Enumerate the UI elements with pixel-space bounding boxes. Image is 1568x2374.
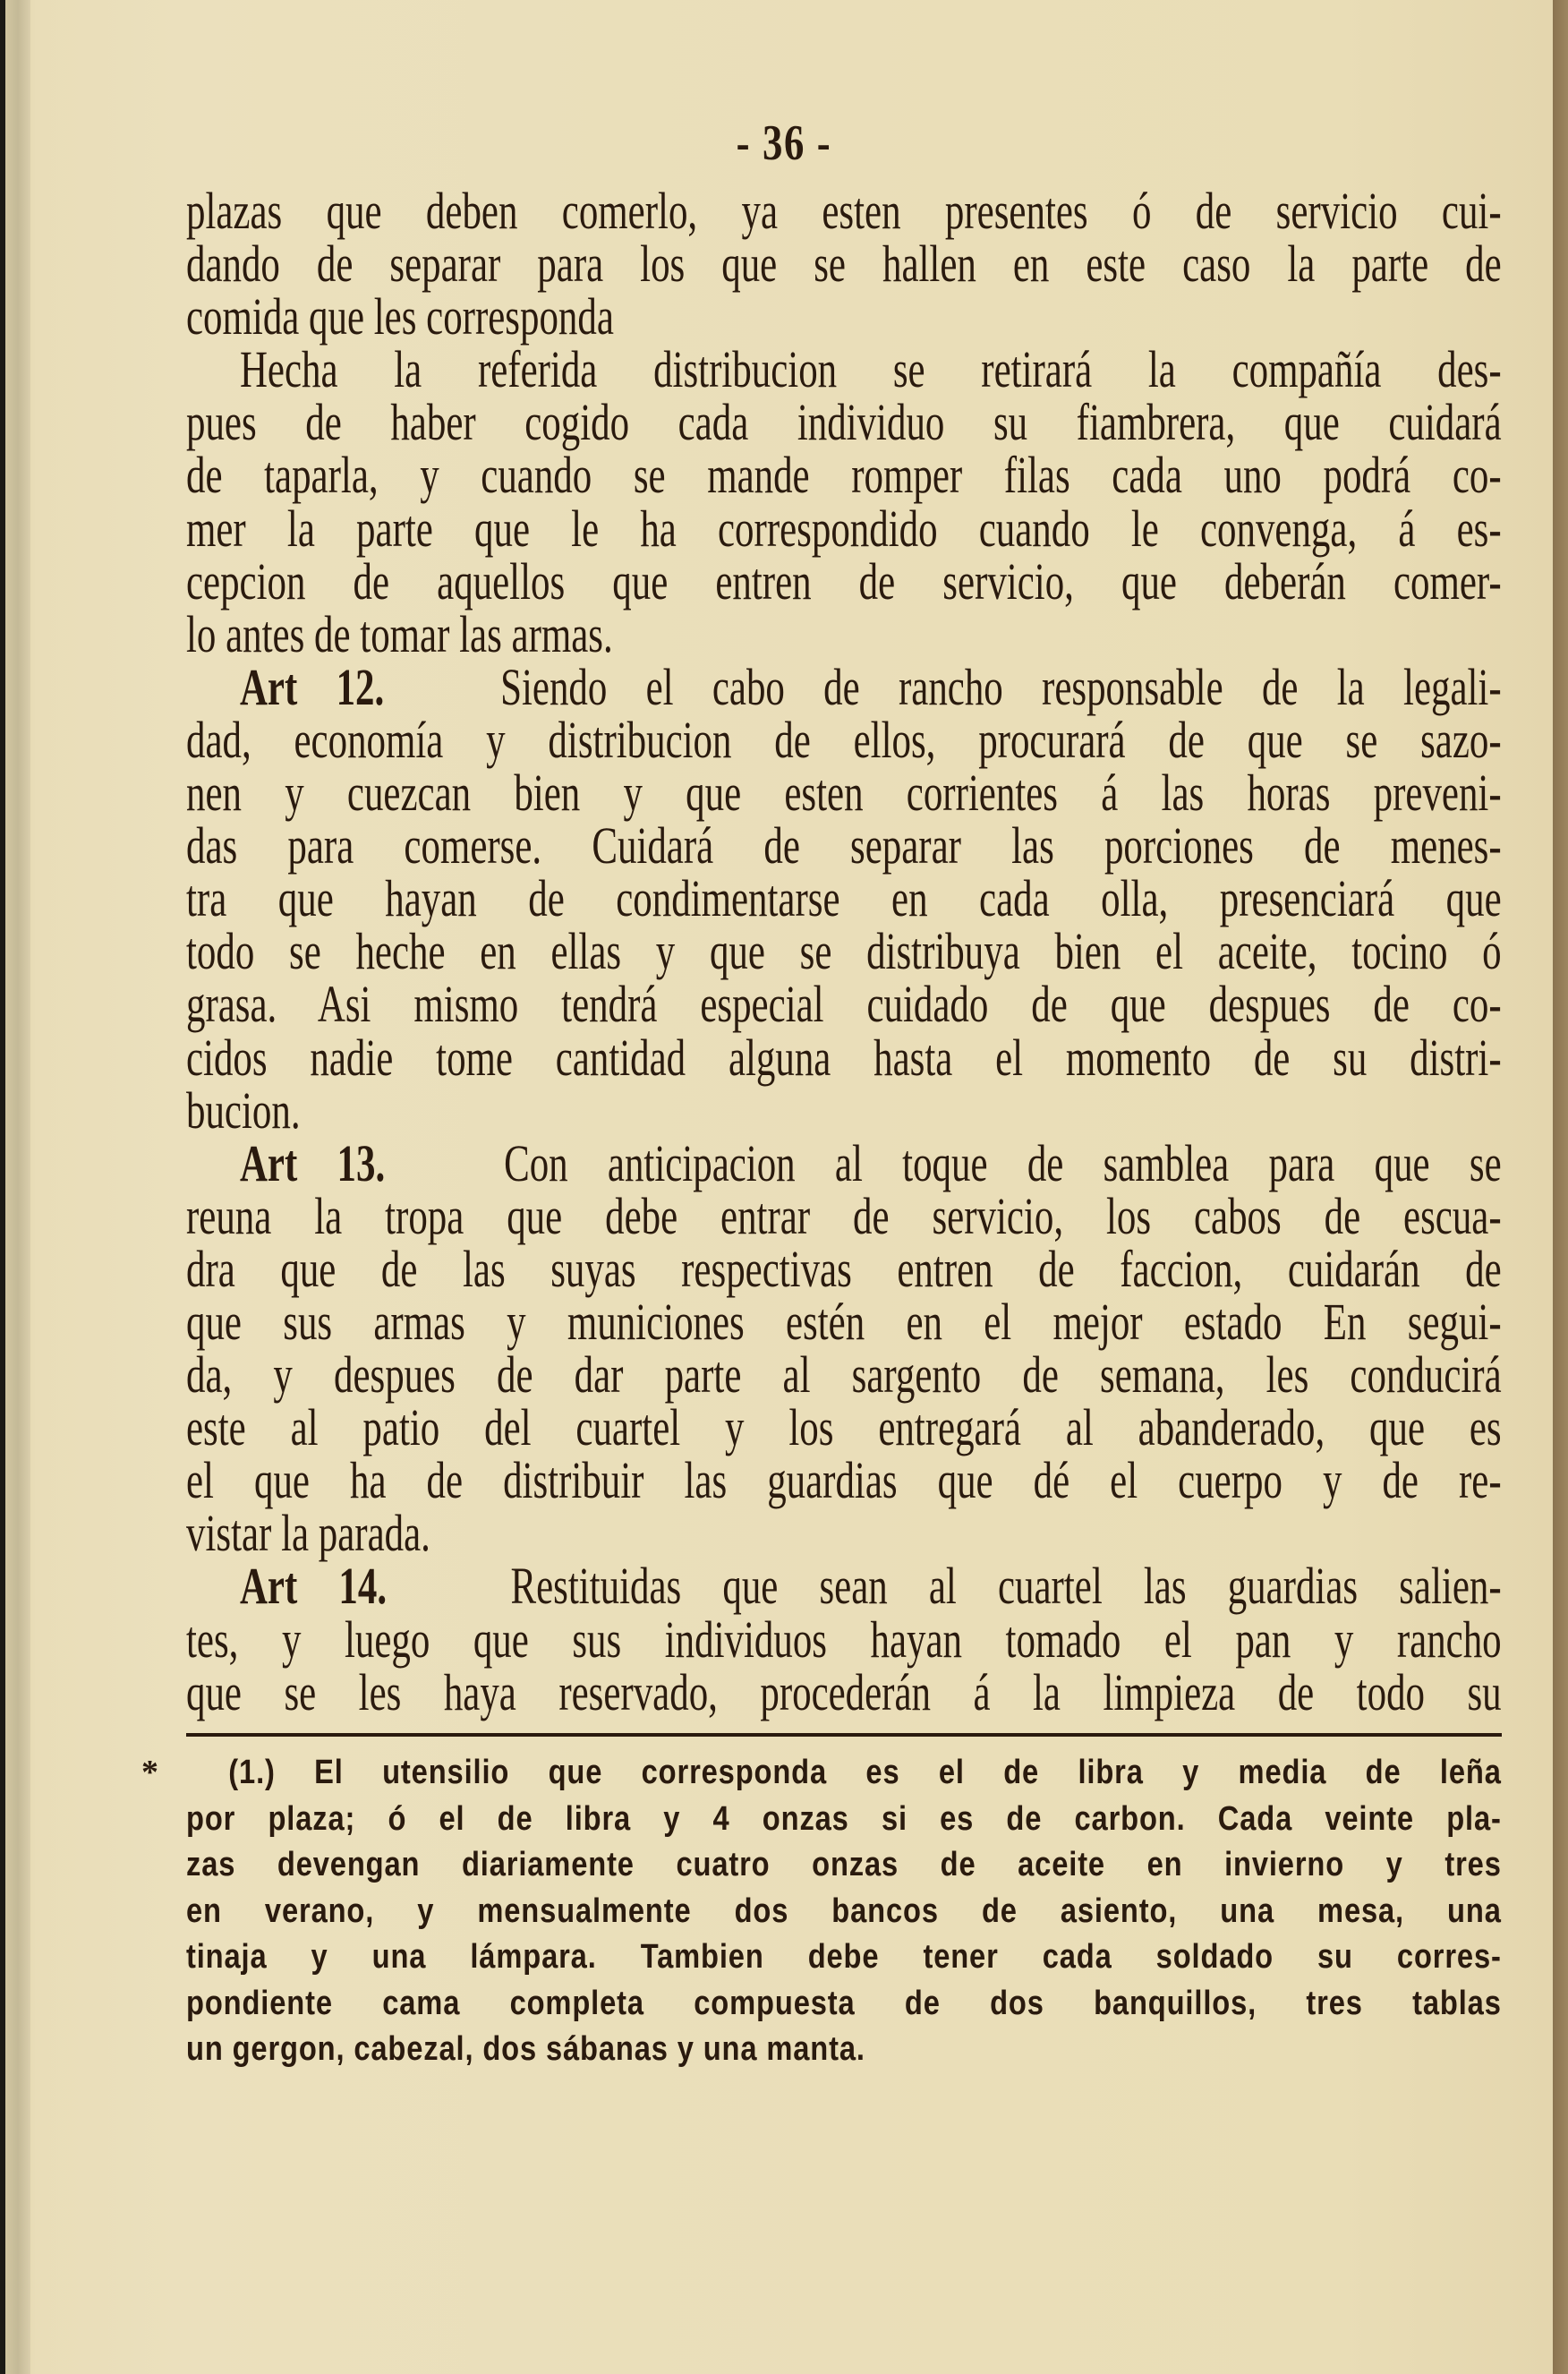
footnote-divider (186, 1733, 1502, 1737)
text-line: que se les haya reservado, procederán á la limpieza de todo su (186, 1662, 1502, 1721)
article-13-text: Con anticipacion al toque de samblea para que se (504, 1133, 1502, 1192)
body-text (186, 184, 1502, 1719)
text-line: bucion. (186, 1080, 301, 1140)
text-line: dad, economía y distribucion de ellos, procurará de que se sazo- (186, 710, 1502, 769)
article-13-line (186, 1133, 1502, 1192)
text-line: cepcion de aquellos que entren de servicio, que deberán comer- (186, 551, 1502, 611)
text-line: tra que hayan de condimentarse en cada olla, presenciará que (186, 869, 1502, 928)
text-line: este al patio del cuartel y los entregará al abanderado, que es (186, 1398, 1502, 1457)
footnote-line: en verano, y mensualmente dos bancos de asiento, una mesa, una (186, 1892, 1502, 1930)
text-line: lo antes de tomar las armas. (186, 604, 613, 663)
footnote-line: un gergon, cabezal, dos sábanas y una manta. (186, 2030, 865, 2068)
text-line: todo se heche en ellas y que se distribuya bien el aceite, tocino ó (186, 922, 1502, 981)
text-line: tes, y luego que sus individuos hayan tomado el pan y rancho (186, 1610, 1502, 1669)
footnote (186, 1750, 1502, 2073)
text-line: plazas que deben comerlo, ya esten presentes ó de servicio cui- (186, 182, 1502, 240)
text-line: comida que les corresponda (186, 287, 614, 346)
footnote-marker: * (141, 1754, 158, 1791)
text-line: das para comerse. Cuidará de separar las porciones de menes- (186, 816, 1502, 875)
footnote-line: tinaja y una lámpara. Tambien debe tener cada soldado su corres- (186, 1938, 1502, 1976)
text-line: reuna la tropa que debe entrar de servicio, los cabos de escua- (186, 1186, 1502, 1245)
text-line: dra que de las suyas respectivas entren de faccion, cuidarán de (186, 1239, 1502, 1298)
article-14-label: Art 14. (239, 1557, 388, 1616)
footnote-line: (1.) El utensilio que corresponda es el de libra y media de leña (228, 1754, 1502, 1791)
text-line: mer la parte que le ha correspondido cuando le convenga, á es- (186, 499, 1502, 558)
page-binding-fold (5, 0, 30, 2374)
text-line: vistar la parada. (186, 1504, 430, 1563)
text-line: cidos nadie tome cantidad alguna hasta el momento de su distri- (186, 1028, 1502, 1087)
page-right-edge (1553, 0, 1568, 2374)
text-line: el que ha de distribuir las guardias que dé el cuerpo y de re- (186, 1451, 1502, 1510)
paragraph-start-line: Hecha la referida distribucion se retirará la compañía des- (239, 340, 1502, 399)
footnote-line: pondiente cama completa compuesta de dos banquillos, tres tablas (186, 1984, 1502, 2022)
article-12-text: Siendo el cabo de rancho responsable de la legali- (500, 657, 1502, 716)
text-line: grasa. Asi mismo tendrá especial cuidado de que despues de co- (186, 975, 1502, 1034)
text-line: dando de separar para los que se hallen en este caso la parte de (186, 235, 1502, 294)
article-13-label: Art 13. (239, 1133, 386, 1192)
article-12-label: Art 12. (239, 657, 385, 716)
article-14-text: Restituidas que sean al cuartel las guardias salien- (510, 1557, 1502, 1616)
text-line: nen y cuezcan bien y que esten corrientes á las horas preveni- (186, 764, 1502, 823)
article-14-line (186, 1557, 1502, 1616)
text-line: que sus armas y municiones estén en el mejor estado En segui- (186, 1292, 1502, 1351)
text-line: da, y despues de dar parte al sargento de semana, les conducirá (186, 1345, 1502, 1405)
article-12-line (186, 657, 1502, 716)
footnote-line: por plaza; ó el de libra y 4 onzas si es de carbon. Cada veinte pla- (186, 1799, 1502, 1838)
page-number: - 36 - (736, 115, 832, 171)
footnote-line: zas devengan diariamente cuatro onzas de aceite en invierno y tres (186, 1846, 1502, 1883)
text-line: de taparla, y cuando se mande romper filas cada uno podrá co- (186, 446, 1502, 505)
text-line: pues de haber cogido cada individuo su fiambrera, que cuidará (186, 393, 1502, 452)
